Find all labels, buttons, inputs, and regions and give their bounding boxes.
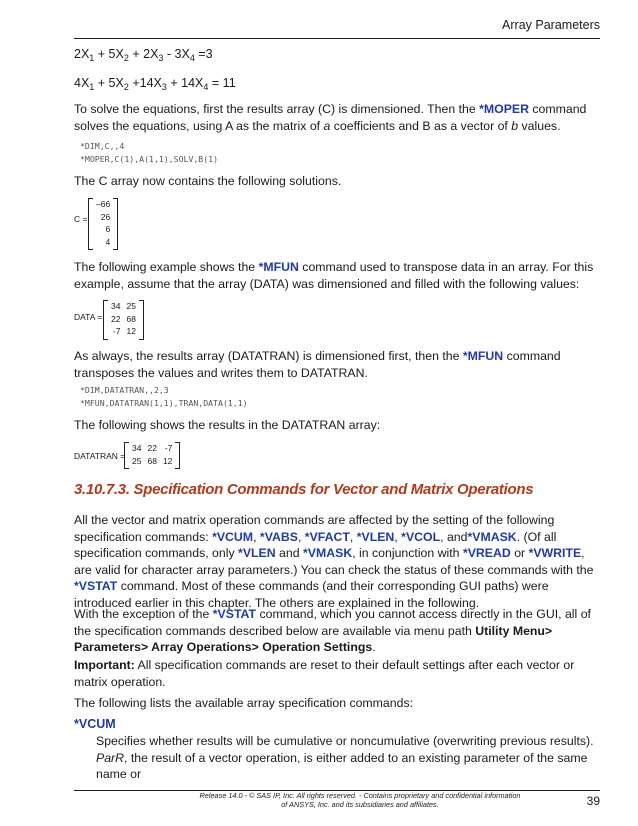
command-link-vread[interactable]: *VREAD: [462, 546, 511, 560]
matrix-data-label: DATA =: [74, 312, 103, 322]
menu-path: Utility Menu> Parameters> Array Operations> Operation Settings: [74, 623, 553, 654]
command-link-moper[interactable]: *MOPER: [479, 102, 529, 116]
page-number: 39: [586, 794, 600, 808]
section-title: 3.10.7.3. Specification Commands for Vector and Matrix Operations: [74, 481, 534, 498]
command-link-vlen[interactable]: *VLEN: [356, 529, 395, 544]
command-link-vstat-2[interactable]: *VSTAT: [212, 607, 257, 621]
paragraph-specification-commands: All the vector and matrix operation commands are affected by the setting of the following specification commands: *VCUM, *VABS, *VFACT, *VLEN, *VCOL, and*VMASK. (Of all specification commands, only *VLEN and *VMASK, in conjunction with *VREAD or *VWRITE, are valid for character array parameters.) You can check the status of these commands with the *VSTAT command. Most of these commands (and their corresponding GUI paths) were introduced earlier in this chapter. The others are explained in the following.: [74, 513, 594, 610]
command-link-vwrite[interactable]: *VWRITE: [528, 546, 582, 560]
footer-copyright: Release 14.0 - © SAS IP, Inc. All rights reserved. - Contains proprietary and confidential information of ANSYS, Inc. and its subsidiaries and affiliates.: [199, 791, 521, 809]
paragraph-datatran: As always, the results array (DATATRAN) is dimensioned first, then the *MFUN command transposes the values and writes them to DATATRAN.: [74, 349, 561, 380]
command-link-vmask-2[interactable]: *VMASK: [303, 546, 353, 560]
matrix-datatran: 34 22 -7 25 68 12: [124, 442, 180, 467]
paragraph-datatran-results: The following shows the results in the DATATRAN array:: [74, 418, 381, 432]
equation-1: $2X_1 + 5X_2 + 2X_3 - 3X_4 =3$: [74, 47, 213, 63]
command-link-mfun-2[interactable]: *MFUN: [462, 349, 504, 363]
command-link-vcum[interactable]: *VCUM: [212, 529, 254, 544]
matrix-data: 34 25 22 68 -7 12: [103, 300, 144, 338]
matrix-c-label: C =: [74, 214, 88, 224]
command-link-mfun[interactable]: *MFUN: [258, 260, 299, 274]
running-title: Array Parameters: [502, 18, 600, 32]
paragraph-mfun-transpose: The following example shows the *MFUN command used to transpose data in an array. For this example, assume that the array (DATA) was dimensioned and filled with the following values:: [74, 260, 594, 291]
command-link-vabs[interactable]: *VABS: [259, 529, 298, 544]
term-vcum-definition: Specifies whether results will be cumulative or noncumulative (overwriting previous results). ParR, the result of a vector operation, is either added to an existing parameter of the same name or: [96, 734, 594, 781]
matrix-datatran-label: DATATRAN =: [74, 451, 126, 461]
code-block-moper: *DIM,C,,4 *MOPER,C(1),A(1,1),SOLV,B(1): [80, 141, 219, 164]
term-vcum[interactable]: *VCUM: [74, 717, 116, 731]
command-link-vcol[interactable]: *VCOL: [401, 529, 441, 544]
command-link-vmask[interactable]: *VMASK: [467, 529, 517, 544]
matrix-c: –66 26 6 4: [88, 198, 118, 248]
command-link-vlen-2[interactable]: *VLEN: [238, 546, 276, 560]
command-link-vfact[interactable]: *VFACT: [304, 529, 350, 544]
command-link-vstat[interactable]: *VSTAT: [74, 579, 118, 593]
equation-2: $4X_1 + 5X_2 +14X_3 + 14X_4 = 11$: [74, 76, 236, 92]
paragraph-important: Important: All specification commands are reset to their default settings after each vector or matrix operation.: [74, 658, 575, 689]
paragraph-vstat-exception: With the exception of the *VSTAT command, which you cannot access directly in the GUI, all of the specification commands described below are available via menu path Utility Menu> Parameters> Array Operations> Operation Settings.: [74, 607, 591, 654]
code-block-mfun: *DIM,DATATRAN,,2,3 *MFUN,DATATRAN(1,1),TRAN,DATA(1,1): [80, 385, 248, 408]
paragraph-list-intro: The following lists the available array specification commands:: [74, 696, 414, 710]
paragraph-solve-equations: To solve the equations, first the results array (C) is dimensioned. Then the *MOPER command solves the equations, using A as the matrix of a coefficients and B as a vector of b values.: [74, 102, 587, 133]
paragraph-c-solutions: The C array now contains the following solutions.: [74, 174, 342, 188]
header-rule: [74, 38, 600, 39]
